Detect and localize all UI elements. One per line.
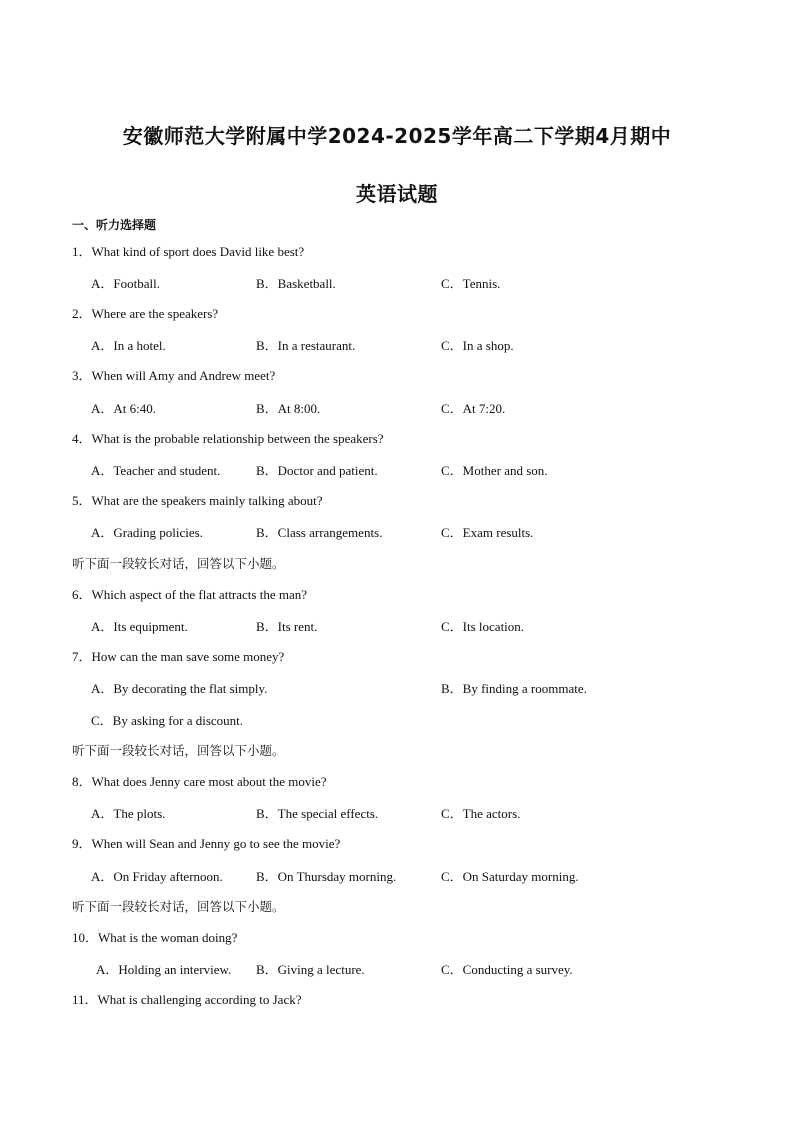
question-10-option-b: B．Giving a lecture.	[256, 962, 365, 977]
question-number: 10．	[72, 930, 99, 945]
question-4-option-c: C．Mother and son.	[441, 463, 548, 478]
question-1-option-a: A．Football.	[91, 276, 160, 291]
question-number: 2．	[72, 306, 92, 321]
question-4-option-a: A．Teacher and student.	[91, 463, 221, 478]
question-text: What kind of sport does David like best?	[91, 244, 305, 259]
question-7	[72, 649, 284, 665]
question-number: 5．	[72, 493, 92, 508]
question-number: 11．	[72, 992, 98, 1007]
question-number: 8．	[72, 774, 92, 789]
question-2-option-c: C．In a shop.	[441, 338, 514, 353]
question-8-option-c: C．The actors.	[441, 806, 521, 821]
question-5-option-a: A．Grading policies.	[91, 525, 203, 540]
question-number: 7．	[72, 649, 92, 664]
question-text: What are the speakers mainly talking about?	[91, 493, 323, 508]
question-text: Which aspect of the flat attracts the man?	[91, 587, 307, 602]
question-10-option-c: C．Conducting a survey.	[441, 962, 573, 977]
question-number: 6．	[72, 587, 92, 602]
question-2-option-b: B．In a restaurant.	[256, 338, 356, 353]
question-3	[72, 368, 275, 384]
question-9-option-b: B．On Thursday morning.	[256, 869, 397, 884]
question-6	[72, 587, 307, 603]
question-5-option-c: C．Exam results.	[441, 525, 534, 540]
question-2-option-a: A．In a hotel.	[91, 338, 166, 353]
question-9-option-c: C．On Saturday morning.	[441, 869, 579, 884]
question-text: What is the probable relationship between the speakers?	[91, 431, 384, 446]
question-number: 4．	[72, 431, 92, 446]
question-1-option-b: B．Basketball.	[256, 276, 336, 291]
question-8	[72, 774, 327, 790]
question-9	[72, 836, 340, 852]
section-heading: 一、听力选择题	[72, 218, 157, 232]
question-3-option-b: B．At 8:00.	[256, 401, 321, 416]
question-text: When will Amy and Andrew meet?	[91, 368, 276, 383]
listening-instruction: 听下面一段较长对话，回答以下小题。	[72, 743, 285, 758]
question-text: What is the woman doing?	[98, 930, 238, 945]
question-text: When will Sean and Jenny go to see the movie?	[91, 836, 341, 851]
listening-instruction: 听下面一段较长对话，回答以下小题。	[72, 556, 285, 571]
question-7-option-a: A．By decorating the flat simply.	[91, 681, 268, 696]
question-text: Where are the speakers?	[91, 306, 219, 321]
page-title: 安徽师范大学附属中学2024-2025学年高二下学期4月期中	[122, 124, 672, 148]
question-text: How can the man save some money?	[91, 649, 285, 664]
question-6-option-a: A．Its equipment.	[91, 619, 188, 634]
question-4	[72, 431, 384, 447]
question-6-option-b: B．Its rent.	[256, 619, 318, 634]
question-number: 9．	[72, 836, 92, 851]
question-2	[72, 306, 218, 322]
question-1	[72, 244, 304, 260]
question-5	[72, 493, 323, 509]
question-8-option-b: B．The special effects.	[256, 806, 379, 821]
question-10	[72, 930, 237, 946]
question-9-option-a: A．On Friday afternoon.	[91, 869, 223, 884]
question-number: 3．	[72, 368, 92, 383]
question-1-option-c: C．Tennis.	[441, 276, 501, 291]
question-text: What is challenging according to Jack?	[97, 992, 302, 1007]
question-text: What does Jenny care most about the movie?	[91, 774, 327, 789]
listening-instruction: 听下面一段较长对话，回答以下小题。	[72, 899, 285, 914]
question-7-option-b: B．By finding a roommate.	[441, 681, 587, 696]
question-5-option-b: B．Class arrangements.	[256, 525, 383, 540]
question-number: 1．	[72, 244, 92, 259]
question-3-option-a: A．At 6:40.	[91, 401, 157, 416]
question-11	[72, 992, 301, 1008]
question-4-option-b: B．Doctor and patient.	[256, 463, 378, 478]
question-8-option-a: A．The plots.	[91, 806, 166, 821]
page-subtitle: 英语试题	[356, 182, 438, 206]
question-3-option-c: C．At 7:20.	[441, 401, 506, 416]
question-7-option-c: C．By asking for a discount.	[91, 713, 244, 728]
question-6-option-c: C．Its location.	[441, 619, 525, 634]
question-10-option-a: A．Holding an interview.	[96, 962, 232, 977]
